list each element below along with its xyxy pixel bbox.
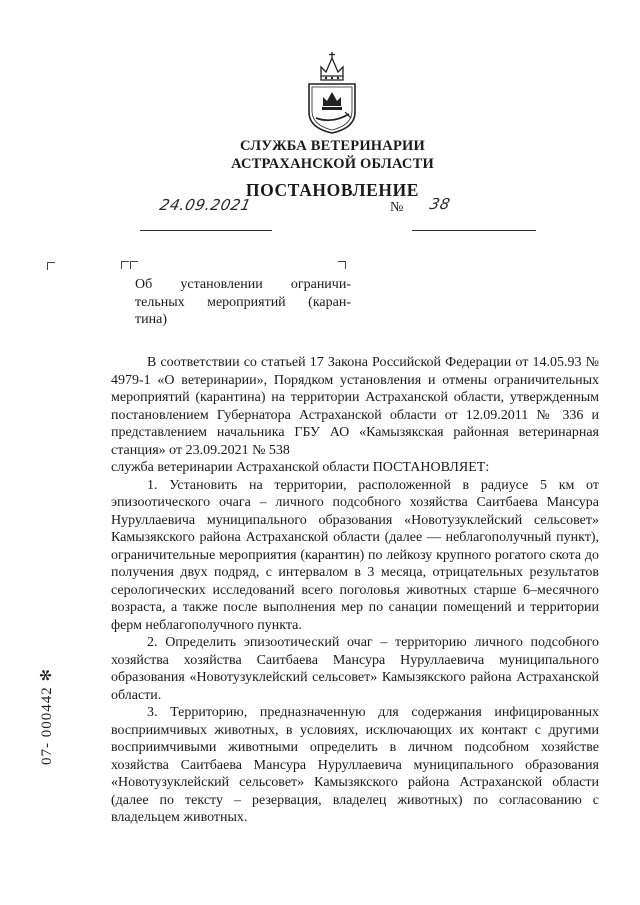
item-2-paragraph: 2. Определить эпизоотический очаг – территорию личного подсобного хозяйства хозяйства Саитбаева Мансура Нуруллаевича муниципального образования «Новотузуклейский сельсовет» Камызякского района Астраханской области. [111, 635, 599, 703]
corner-mark [338, 261, 346, 269]
coat-of-arms-icon [303, 50, 361, 134]
decree-paragraph: служба ветеринарии Астраханской области ПОСТАНОВЛЯЕТ: [111, 460, 490, 475]
document-type-title: ПОСТАНОВЛЕНИЕ [245, 180, 420, 200]
subject-line: Об установлении ограничи- [135, 277, 351, 292]
subject-block [135, 276, 351, 329]
agency-name-line2: АСТРАХАНСКОЙ ОБЛАСТИ [231, 156, 434, 172]
subject-line: тельных мероприятий (каран- [135, 294, 351, 310]
document-number: 38 [428, 195, 453, 213]
document-body [111, 354, 599, 827]
preamble-paragraph: В соответствии со статьей 17 Закона Российской Федерации от 14.05.93 № 4979-1 «О ветеринарии», Порядком установления и отмены ограничительных мероприятий (карантина) на территории Астраханской области, утвержденным постановлением Губернатора Астраханской области от 12.09.2011 № 336 и представлением начальника ГБУ АО «Камызякская районная ветеринарная станция» от 23.09.2021 № 538 [111, 355, 599, 458]
date-underline [140, 213, 272, 231]
corner-mark [121, 261, 129, 269]
document-date: 24.09.2021 [158, 196, 253, 214]
number-label: № [390, 200, 404, 215]
item-1-paragraph: 1. Установить на территории, расположенной в радиусе 5 км от эпизоотического очага – личного подсобного хозяйства Саитбаева Мансура Нуруллаевича муниципального образования «Новотузуклейский сельсовет» Камызякского района Астраханской области (далее — неблагополучный пункт), ограничительные мероприятия (карантин) по лейкозу крупного рогатого скота до получения двух подряд, с интервалом в 3 месяца, отрицательных результатов серологических исследований всего поголовья животных старше 6–месячного возраста, а также после выполнения мер по санации помещений и территории ферм неблагополучного пункта. [111, 477, 599, 633]
subject-line: тина) [135, 312, 167, 327]
number-underline [412, 213, 536, 231]
corner-mark [130, 261, 138, 269]
margin-serial-number: 07- 000442 ✻ [39, 667, 55, 765]
agency-name-line1: СЛУЖБА ВЕТЕРИНАРИИ [240, 138, 425, 154]
item-3-paragraph: 3. Территорию, предназначенную для содержания инфицированных восприимчивых животных, в условиях, исключающих их контакт с другими восприимчивыми животными определить в личном подсобном хозяйстве хозяйства Саитбаева Мансура Нуруллаевича муниципального образования «Новотузуклейский сельсовет» Камызякского района Астраханской области (далее по тексту – резервация, владелец животных) по согласованию с владельцем животных. [111, 705, 599, 825]
corner-mark [47, 262, 55, 270]
